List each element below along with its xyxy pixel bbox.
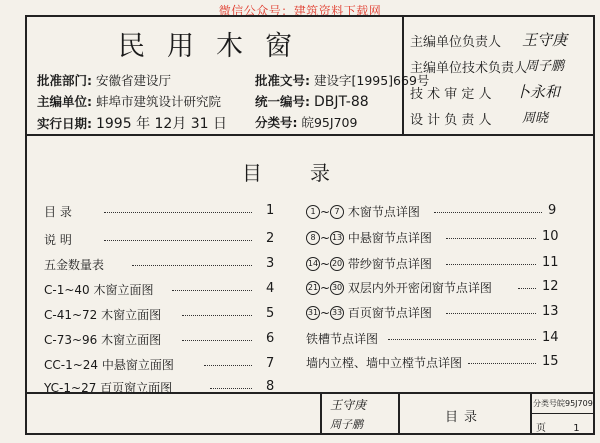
tb-page-label: 页: [536, 423, 546, 434]
toc-leader: [104, 212, 252, 213]
toc-item-page: 6: [266, 331, 275, 346]
tb-divider: [530, 413, 595, 414]
toc-leader: [104, 240, 252, 241]
unified-no-label: 统一编号:: [255, 94, 310, 109]
unified-no: [255, 92, 369, 110]
tb-code-label: 分类号: [533, 399, 557, 408]
toc-item-label: YC-1~27 百页窗立面图: [44, 381, 173, 395]
toc-leader: [204, 365, 252, 366]
responsible-role: 设 计 负 责 人: [410, 113, 492, 128]
effective-value: 1995 年 12月 31 日: [95, 116, 228, 132]
approval-doc-value: 建设字[1995]669号: [313, 73, 430, 88]
header-divider: [25, 134, 595, 136]
toc-item-page: 1: [266, 203, 275, 218]
toc-item-page: 12: [542, 279, 559, 294]
responsible-signature: 周子鹏: [525, 59, 565, 74]
toc-title: 目录: [242, 161, 378, 185]
approval-dept: [37, 71, 171, 89]
toc-leader: [388, 339, 536, 340]
responsible-role: 主编单位负责人: [410, 35, 502, 50]
toc-item-page: 2: [266, 231, 275, 246]
tb-drawing-name: 目录: [445, 410, 484, 425]
circle-number-end: 30: [330, 281, 344, 295]
category-no: [255, 113, 357, 131]
toc-leader: [446, 313, 536, 314]
circle-number-end: 13: [330, 231, 344, 245]
unified-no-value: DBJT-88: [313, 94, 369, 110]
circle-number-start: 1: [306, 205, 320, 219]
toc-leader: [434, 212, 542, 213]
toc-item-label: 双层内外开密闭窗节点详图: [347, 281, 492, 295]
toc-leader: [468, 363, 536, 364]
toc-item-page: 4: [266, 281, 275, 296]
effective-label: 实行日期:: [37, 116, 92, 131]
toc-item-page: 8: [266, 379, 275, 394]
toc-item-label: C-41~72 木窗立面图: [44, 308, 162, 322]
toc-item-page: 10: [542, 229, 559, 244]
approval-doc-label: 批准文号:: [255, 73, 310, 88]
toc-leader: [182, 340, 252, 341]
responsible-role: 主编单位技术负责人: [410, 61, 528, 76]
toc-item-label: C-1~40 木窗立面图: [44, 283, 154, 297]
circle-number-end: 33: [330, 306, 344, 320]
toc-item-page: 9: [548, 203, 557, 218]
category-label: 分类号:: [255, 115, 298, 130]
tb-code-value: 皖95J709: [557, 399, 593, 408]
circle-number-start: 21: [306, 281, 320, 295]
tb-page-value: 1: [573, 423, 580, 434]
watermark-text: 微信公众号：建筑资料下载网: [218, 4, 382, 18]
responsible-role: 技 术 审 定 人: [410, 87, 492, 102]
tb-code: [533, 398, 593, 409]
category-value: 皖95J709: [301, 115, 358, 130]
toc-item-page: 15: [542, 354, 559, 369]
toc-item-label: 中悬窗节点详图: [347, 231, 432, 245]
approval-dept-value: 安徽省建设厅: [95, 73, 171, 88]
effective-date: [37, 113, 227, 133]
editor-label: 主编单位:: [37, 94, 92, 109]
document-title: 民用木窗: [118, 31, 314, 62]
toc-item-label: 目 录: [44, 205, 72, 219]
toc-leader: [518, 288, 536, 289]
responsible-signature: 卜永和: [515, 83, 561, 101]
approval-doc: [255, 71, 429, 89]
tb-divider: [398, 392, 400, 435]
toc-item-label: CC-1~24 中悬窗立面图: [44, 358, 174, 372]
toc-item-page: 14: [542, 330, 559, 345]
responsible-signature: 王守庚: [522, 31, 568, 49]
circle-number-start: 8: [306, 231, 320, 245]
toc-leader: [446, 264, 536, 265]
toc-item-label: 五金数量表: [44, 258, 105, 272]
toc-item-page: 3: [266, 256, 275, 271]
toc-item-label: 墙内立樘、墙中立樘节点详图: [306, 356, 463, 370]
circle-number-start: 31: [306, 306, 320, 320]
editor-unit: [37, 92, 221, 110]
approval-dept-label: 批准部门:: [37, 73, 92, 88]
editor-value: 蚌埠市建筑设计研究院: [95, 94, 221, 109]
toc-item-label: 百页窗节点详图: [347, 306, 432, 320]
toc-leader: [210, 388, 252, 389]
tb-signature: 王守庚: [330, 398, 367, 412]
circle-number-end: 20: [330, 257, 344, 271]
toc-item-page: 13: [542, 304, 559, 319]
toc-item-page: 5: [266, 306, 275, 321]
tb-page: [536, 419, 580, 434]
responsible-signature: 周晓: [522, 111, 549, 126]
toc-item-label: 说 明: [44, 233, 72, 247]
toc-item-label: 带纱窗节点详图: [347, 257, 432, 271]
toc-leader: [182, 315, 252, 316]
tb-signature: 周子鹏: [330, 418, 363, 431]
toc-leader: [132, 265, 252, 266]
circle-number-start: 14: [306, 257, 320, 271]
toc-leader: [446, 238, 536, 239]
toc-item-label: 铁槽节点详图: [306, 332, 379, 346]
toc-item-page: 11: [542, 255, 559, 270]
toc-item-label: 木窗节点详图: [347, 205, 420, 219]
toc-item-label: C-73~96 木窗立面图: [44, 333, 162, 347]
tb-divider: [320, 392, 322, 435]
circle-number-end: 7: [330, 205, 344, 219]
toc-leader: [172, 290, 252, 291]
toc-item-page: 7: [266, 356, 275, 371]
